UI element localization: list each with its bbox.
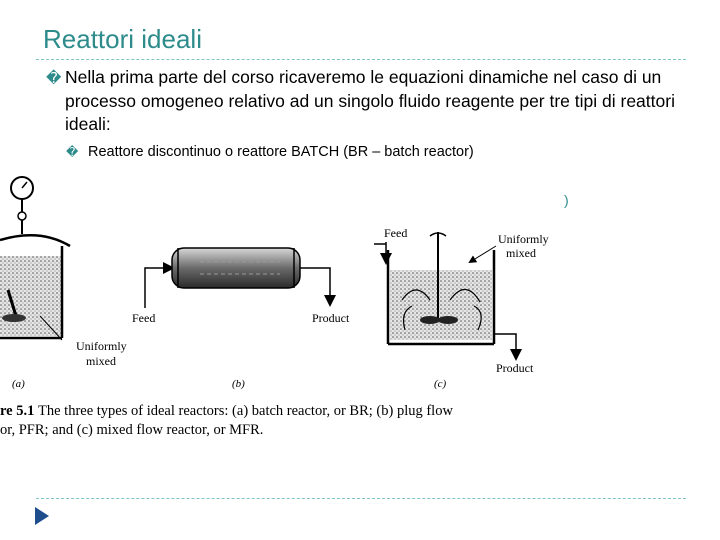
batch-reactor-drawing bbox=[0, 177, 70, 340]
figure-caption bbox=[0, 402, 560, 440]
batch-mixed-label-1: Uniformly bbox=[76, 339, 127, 353]
sub-bullet-text: Reattore discontinuo o reattore BATCH (BR – batch reactor) bbox=[88, 144, 474, 160]
sub-label-b: (b) bbox=[232, 378, 245, 390]
slide-title: Reattori ideali bbox=[43, 24, 202, 54]
play-arrow-icon[interactable] bbox=[34, 506, 50, 526]
caption-line-2: or, PFR; and (c) mixed flow reactor, or MFR. bbox=[0, 422, 264, 438]
caption-line-1: The three types of ideal reactors: (a) batch reactor, or BR; (b) plug flow bbox=[38, 403, 453, 419]
sub-label-a: (a) bbox=[12, 378, 25, 390]
caption-figure-label: re 5.1 bbox=[0, 403, 35, 419]
mfr-mixed-label-2: mixed bbox=[506, 246, 536, 260]
sub-bullet-marker: � bbox=[66, 145, 79, 159]
mixed-flow-reactor-drawing bbox=[374, 232, 516, 358]
sub-label-c: (c) bbox=[434, 378, 447, 390]
plug-flow-reactor-drawing bbox=[145, 248, 330, 308]
mfr-mixed-label-1: Uniformly bbox=[498, 232, 549, 246]
main-bullet-text: Nella prima parte del corso ricaveremo le equazioni dinamiche nel caso di un processo omogeneo relativo ad un singolo fluido reagente per tre tipi di reattori ideali: bbox=[65, 67, 675, 134]
mfr-feed-label: Feed bbox=[384, 226, 408, 240]
stray-parenthesis: ) bbox=[564, 192, 569, 208]
batch-mixed-label-2: mixed bbox=[86, 354, 116, 368]
title-divider bbox=[36, 59, 686, 60]
pfr-product-label: Product bbox=[312, 311, 350, 325]
footer-divider bbox=[36, 498, 686, 499]
bullet-marker: � bbox=[46, 70, 62, 87]
pfr-feed-label: Feed bbox=[132, 311, 156, 325]
mfr-product-label: Product bbox=[496, 361, 534, 375]
